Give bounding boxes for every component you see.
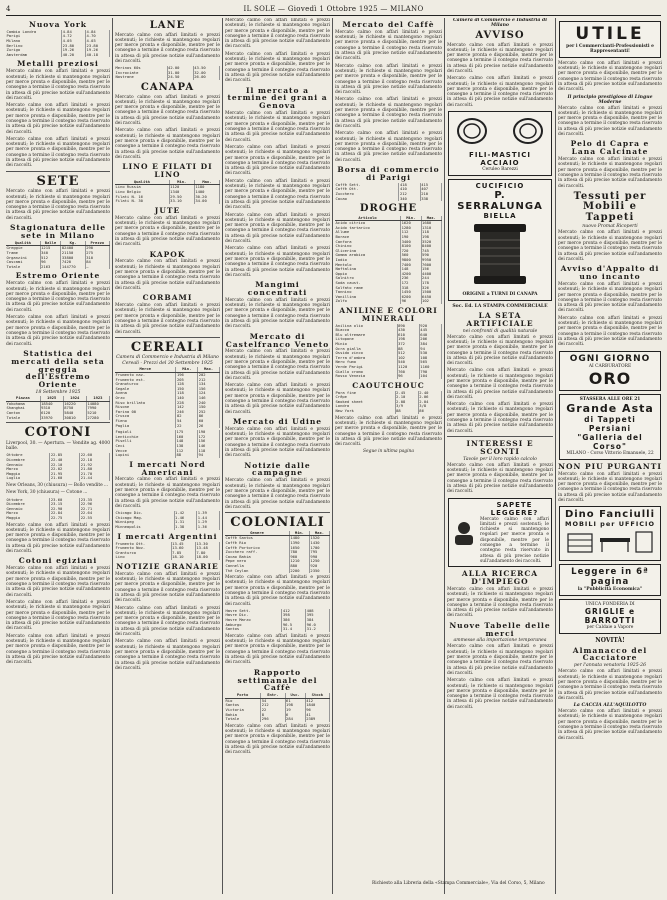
article-text: Mercato calmo con affari limitati e prezzi sostenuti; le richieste si mantengono regolari per merce pronta e disponibile, mentre per le consegne a termine il contegno resta riservato in attesa di più precise notizie sull'andamento dei raccolti. [6,566,110,598]
article-text: Mercato calmo con affari limitati e prezzi sostenuti; le richieste si mantengono regolari per merce pronta e disponibile, mentre per le consegne a termine il contegno resta riservato in attesa di più precise notizie sull'andamento dei raccolti. [558,60,662,93]
column-3 [225,18,330,894]
cereali-sub: Camera di Commercio e Industria di Milano [116,355,219,361]
data-table: Porto Entr. Usc. Stock Rio 54 61 412 Santos 212 198 1840 Victoria 22 19 96 Bahia 8 6 41 Totale 296 284 2389 [225,693,330,722]
borsa-parigi-heading: Borsa di commercio di Parigi [337,165,440,182]
fanciulli-ad [559,506,661,561]
metalli-heading: Metalli preziosi [17,59,99,69]
utile-sub: per i Commercianti-Professionisti e Rappresentanti! [566,44,654,55]
data-table: Merce Min. Max. Frumento naz. 196 202 Frumento est. 205 212 Granoturco 128 134 Segale 150 156 Avena 118 124 Orzo 140 146 Riso brillato 228 240 Risone 142 150 Farina 00 246 252 Crusca 82 86 Fieno 54 60 Paglia 22 26 [115,367,220,428]
article-text: Mercato calmo con affari limitati e prezzi sostenuti; le richieste si mantengono regolari per merce pronta e disponibile, mentre per le consegne a termine il contegno resta riservato in attesa di più precise notizie sull'andamento dei raccolti. [447,678,553,710]
almanacco-heading: Almanacco del Cacciatore [572,645,648,663]
leggere-heading: Leggere in 6ª pagina [571,567,649,588]
article-text: Mercato calmo con affari limitati e prezzi sostenuti; le richieste si mantengono regolari per merce pronta e disponibile, mentre per le consegne a termine il contegno resta riservato in attesa di più precise notizie sull'andamento dei raccolti. [558,709,662,741]
article-text: Mercato calmo con affari limitati e prezzi sostenuti; le richieste si mantengono regolari per merce pronta e disponibile, mentre per le consegne a termine il contegno resta riservato in attesa di più precise notizie sull'andamento dei raccolti. [225,212,330,245]
stampa-commerciale-heading: Soc. Ed. LA STAMPA COMMERCIALE [452,303,548,309]
article-text: Mercato calmo con affari limitati e prezzi sostenuti; le richieste si mantengono regolari per merce pronta e disponibile, mentre per le consegne a termine il contegno resta riservato in attesa di più precise notizie sull'andamento dei raccolti. [335,415,442,448]
article-text: Mercato calmo con affari limitati e prezzi sostenuti; le richieste si mantengono regolari per merce pronta e disponibile, mentre per le consegne a termine il contegno resta riservato in attesa di più precise notizie sull'andamento dei raccolti. [115,215,220,248]
data-table: Articolo Min. Max. Acido citrico 1620 1680 Acido tartarico 1280 1310 Allume 112 118 Borace 190 198 Canfora 3400 3520 Chinino 8100 8400 Glicerina 720 745 Gomma arabica 560 590 Iodio 9800 9950 Mentolo 7400 7600 Naftalina 148 156 Oppio 4200 4400 Salnitro 236 244 Soda caust. 172 178 Solfato rame 318 326 Tannino 1450 1500 Vanillina 6200 6450 Zolfo 96 102 [335,216,442,304]
reader-portrait-icon [451,519,477,545]
article-text: Mercato calmo con affari limitati e prezzi sostenuti; le richieste si mantengono regolari per merce pronta e disponibile, mentre per le consegne a termine il contegno resta riservato in attesa di più precise notizie sull'andamento dei raccolti. [6,522,110,555]
article-text: Mercato calmo con affari limitati e prezzi sostenuti; le richieste si mantengono regolari per merce pronta e disponibile, mentre per le consegne a termine il contegno resta riservato in attesa di più precise notizie sull'andamento dei raccolti. [447,334,553,367]
article-text: Mercato calmo con affari limitati e prezzi sostenuti; le richieste si mantengono regolari per merce pronta e disponibile, mentre per le consegne a termine il contegno resta riservato in attesa di più precise notizie sull'andamento dei raccolti. [558,157,662,189]
data-table: Para fine 2.45 2.40 Crêpe 2.10 2.06 Smoked sheet 2.08 2.04 Londra 3/9 3/8 New York 88 86 [335,391,442,414]
column-1 [6,18,110,894]
cotoni-egiziani-heading: Cotoni egiziani [18,556,98,566]
article-text: Mercato calmo con affari limitati e prezzi sostenuti; le richieste si mantengono regolari per merce pronta e disponibile, mentre per le consegne a termine il contegno resta riservato in attesa di più precise notizie sull'andamento dei raccolti. [447,644,553,676]
liverpool-report: Liverpool, 30. — Apertura. — Vendite ag. 4000 balle. [6,440,110,452]
cucificio-line3: BIELLA [483,212,517,221]
article-text: Mercato calmo con affari limitati e prezzi sostenuti; le richieste si mantengono regolari per merce pronta e disponibile, mentre per le consegne a termine il contegno resta riservato in attesa di più precise notizie sull'andamento dei raccolti. [480,516,549,564]
oro-heading: ORO [588,368,632,388]
column-rule [222,18,223,894]
article-text: Mercato calmo con affari limitati e prezzi sostenuti; le richieste si mantengono regolari per merce pronta e disponibile, mentre per le consegne a termine il contegno resta riservato in attesa di più precise notizie sull'andamento dei raccolti. [225,297,330,330]
article-text: Mercato calmo con affari limitati e prezzi sostenuti; le richieste si mantengono regolari per merce pronta e disponibile, mentre per le consegne a termine il contegno resta riservato in attesa di più precise notizie sull'andamento dei raccolti. [558,230,662,262]
thread-spool-icon [452,220,548,288]
ogni-giorno-ad [559,351,661,391]
masthead [6,3,661,16]
article-text: Mercato calmo con affari limitati e prezzi sostenuti; le richieste si mantengono regolari per merce pronta e disponibile, mentre per le consegne a termine il contegno resta riservato in attesa di più precise notizie sull'andamento dei raccolti. [225,426,330,459]
new-york-heading: Nuova York [29,20,87,29]
article-text: Mercato calmo con affari limitati e prezzi sostenuti; le richieste si mantengono regolari per merce pronta e disponibile, mentre per le consegne a termine il contegno resta riservato in attesa di più precise notizie sull'andamento dei raccolti. [115,303,220,335]
stagionatura-heading: Stagionatura delle sete in Milano [10,223,106,240]
article-text: Mercato calmo con affari limitati e prezzi sostenuti; le richieste si mantengono regolari per merce pronta e disponibile, mentre per le consegne a termine il contegno resta riservato in attesa di più precise notizie sull'andamento dei raccolti. [447,42,553,74]
cereali-heading: CEREALI [130,339,205,355]
asta-city: MILANO - Corso Vittorio Emanuele, 22 [566,451,654,457]
interessi-heading: INTERESSI E SCONTI [466,438,534,456]
data-table: Piazza 1925 1924 1923 Yokohama 18540 16220 14080 Shanghai 9310 8750 7990 Canton 6120 5840 5210 Totale 33970 30810 27280 [6,396,110,420]
ogni-giorno-heading: OGNI GIORNO [569,353,651,364]
almanacco-sub: per l'annata venatoria 1925-26 [573,663,647,669]
mangimi-heading: Mangimi concentrati [247,280,308,297]
corbami-heading: CORBAMI [142,293,193,303]
column-rule [555,18,556,894]
fabbrica-heading: GRIGLIE e BARROTTI [584,607,636,626]
pelo-capra-heading: Pelo di Capra e Lana Calcinate [570,139,650,157]
data-table: Qualità Balle Kg. Prezzo Greggie 1215 82400 290 Trame 340 21150 275 Organzini 512 33800 310 Cascami 96 7420 84 Totale 2163 144770 — [6,241,110,270]
data-table: Havre Sett. 412 408 Havre Dic. 398 395 Havre Marzo 386 384 Amburgo 96.5 96.0 Santos 31.4 31.2 [225,609,330,632]
article-text: Mercato calmo con affari limitati e prezzi sostenuti; le richieste si mantengono regolari per merce pronta e disponibile, mentre per le consegne a termine il contegno resta riservato in attesa di più precise notizie sull'andamento dei raccolti. [6,69,110,101]
article-text: Mercato calmo con affari limitati e prezzi sostenuti; le richieste si mantengono regolari per merce pronta e disponibile, mentre per le consegne a termine il contegno resta riservato in attesa di più precise notizie sull'andamento dei raccolti. [225,246,330,278]
article-text: Mercato calmo con affari limitati e prezzi sostenuti; le richieste si mantengono regolari per merce pronta e disponibile, mentre per le consegne a termine il contegno resta riservato in attesa di più precise notizie sull'andamento dei raccolti. [558,315,662,348]
sapete-leggere-ad [448,498,552,568]
serralunga-ad [448,179,552,300]
fabbrica-line1: UNICA FONDERIA DI [585,601,635,607]
juta-heading: JUTE [154,205,181,215]
estremo-oriente-heading: Estremo Oriente [15,271,101,281]
article-text: Mercato calmo con affari limitati e prezzi sostenuti; le richieste si mantengono regolari per merce pronta e disponibile, mentre per le consegne a termine il contegno resta riservato in attesa di più precise notizie sull'andamento dei raccolti. [115,259,220,291]
data-table: Qualità Min. Max. Lino Russia 1120 1180 Lino Belgio 1340 1400 Filati N. 16 29.50 30.20 Filati N. 30 33.10 34.00 [115,180,220,204]
statistica-date: 18 Settembre 1925 [35,390,81,396]
data-table: Caffè Sett. 418 415 Caffè Ott. 410 407 Zucchero 212 210 Cacao 340 338 [335,183,442,201]
cereali-table-title: Cereali - Prezzi del 30 Settembre 1925 [122,361,213,367]
cotoni-heading: COTONI [24,425,92,441]
cucificio-bottom: ORIGINE a TURNI DI CANAPA [462,292,538,298]
cucificio-line1: CUCIFICIO [475,182,525,191]
data-table: Fagioli 175 190 Lenticchie 160 172 Piselli 148 156 Ceci 138 146 Vecce 112 118 Lupini 88 94 [115,430,220,458]
article-text: Mercato calmo con affari limitati e prezzi sostenuti; le richieste si mantengono regolari per merce pronta e disponibile, mentre per le consegne a termine il contegno resta riservato in attesa di più precise notizie sull'andamento dei raccolti. [335,63,442,96]
article-text: Mercato calmo con affari limitati e prezzi sostenuti; le richieste si mantengono regolari per merce pronta e disponibile, mentre per le consegne a termine il contegno resta riservato in attesa di più precise notizie sull'andamento dei raccolti. [225,349,330,381]
data-table: Genere Min. Max. Caffè Santos 1480 1520 Caffè Rio 1390 1430 Caffè Portorico 1650 1700 Zucchero raff. 780 795 Cacao Bahia 960 990 Pepe nero 1210 1250 Cannella 880 920 Thè Ceylan 2200 2350 [225,531,330,573]
asta-sub: di Tappeti Persiani [584,415,636,434]
oro-sub: AI CARBURATORE [588,363,632,369]
avviso-heading: AVVISO [475,30,525,41]
sete-heading: SETE [36,173,80,189]
fanciulli-heading: Dino Fanciulli [564,509,656,521]
tessuti-heading: Tessuti per Mobili e Tappeti [573,190,647,223]
article-text: Mercato calmo con affari limitati e prezzi sostenuti; le richieste si mantengono regolari per merce pronta e disponibile, mentre per le consegne a termine il contegno resta riservato in attesa di più precise notizie sull'andamento dei raccolti. [447,368,553,400]
article-text: Mercato calmo con affari limitati e prezzi sostenuti; le richieste si mantengono regolari per merce pronta e disponibile, mentre per le consegne a termine il contegno resta riservato in attesa di più precise notizie sull'andamento dei raccolti. [335,29,442,62]
caoutchouc-heading: CAOUTCHOUC [352,380,425,390]
article-text: Mercato calmo con affari limitati e prezzi sostenuti; le richieste si mantengono regolari per merce pronta e disponibile, mentre per le consegne a termine il contegno resta riservato in attesa di più precise notizie sull'andamento dei raccolti. [225,18,330,50]
column-6 [558,18,662,894]
leggere-ad [559,564,661,595]
griglie-ad [559,599,661,634]
coloniali-heading: COLONIALI [230,515,325,531]
article-text: Mercato calmo con affari limitati e prezzi sostenuti; le richieste si mantengono regolari per merce pronta e disponibile, mentre per le consegne a termine il contegno resta riservato in attesa di più precise notizie sull'andamento dei raccolti. [225,723,330,756]
fili-mastici-ad [448,111,552,176]
data-table: Frumento Ott. 13.45 13.30 Frumento Nov. 13.60 13.48 Granturco 7.85 7.80 Lino 18.10 18.00 [115,542,220,560]
article-text: Mercato calmo con affari limitati e prezzi sostenuti; le richieste si mantengono regolari per merce pronta e disponibile, mentre per le consegne a termine il contegno resta riservato in attesa di più precise notizie sull'andamento dei raccolti. [115,605,220,638]
article-text: Mercato calmo con affari limitati e prezzi sostenuti; le richieste si mantengono regolari per merce pronta e disponibile, mentre per le consegne a termine il contegno resta riservato in attesa di più precise notizie sull'andamento dei raccolti. [6,136,110,169]
article-text: Mercato calmo con affari limitati e prezzi sostenuti; le richieste si mantengono regolari per merce pronta e disponibile, mentre per le consegne a termine il contegno resta riservato in attesa di più precise notizie sull'andamento dei raccolti. [225,633,330,666]
article-text: Mercato calmo con affari limitati e prezzi sostenuti; le richieste si mantengono regolari per merce pronta e disponibile, mentre per le consegne a termine il contegno resta riservato in attesa di più precise notizie sull'andamento dei raccolti. [6,633,110,666]
column-rule [112,18,113,894]
article-text: Mercato calmo con affari limitati e prezzi sostenuti; le richieste si mantengono regolari per merce pronta e disponibile, mentre per le consegne a termine il contegno resta riservato in attesa di più precise notizie sull'andamento dei raccolti. [447,402,553,434]
lane-heading: LANE [149,20,186,31]
article-text: Mercato calmo con affari limitati e prezzi sostenuti; le richieste si mantengono regolari per merce pronta e disponibile, mentre per le consegne a termine il contegno resta riservato in attesa di più precise notizie sull'andamento dei raccolti. [6,281,110,313]
asta-line1: STASSERA ALLE ORE 21 [579,396,641,402]
article-text: Mercato calmo con affari limitati e prezzi sostenuti; le richieste si mantengono regolari per merce pronta e disponibile, mentre per le consegne a termine il contegno resta riservato in attesa di più precise notizie sull'andamento dei raccolti. [115,128,220,160]
rapporto-caffe-heading: Rapporto settimanale del Caffè [237,667,318,693]
udine-heading: Mercato di Udine [232,416,323,426]
data-table: Ottobre 22.85 22.60 Dicembre 22.40 22.18 Gennaio 22.10 21.92 Marzo 22.02 21.80 Maggio 21.95 21.70 Luglio 21.60 21.44 [6,453,110,481]
page-footer: Richiesto alla Libreria della «Stampa Commerciale», Via del Corso, 5, Milano [372,881,545,886]
lingue-heading: Il principio prestigioso di Lingue Moderne [567,94,653,105]
notizie-granarie-heading: NOTIZIE GRANARIE [116,561,219,571]
article-text: Mercato calmo con affari limitati e prezzi sostenuti; le richieste si mantengono regolari per merce pronta e disponibile, mentre per le consegne a termine il contegno resta riservato in attesa di più precise notizie sull'andamento dei raccolti. [558,281,662,314]
interessi-sub: Tavole per il loro rapido calcolo [463,456,537,462]
kapok-heading: KAPOK [149,249,186,259]
aniline-heading: ANILINE E COLORI MINERALI [339,305,438,323]
caccia-heading: La CACCIA ALL'AQUILOTTO [573,703,647,709]
article-text: Mercato calmo con affari limitati e prezzi sostenuti; le richieste si mantengono regolari per merce pronta e disponibile, mentre per le consegne a termine il contegno resta riservato in attesa di più precise notizie sull'andamento dei raccolti. [6,189,110,221]
notizie-campagne-heading: Notizie dalle campagne [244,460,311,478]
fabbrica-sub: per Caldaie a Vapore [586,625,634,631]
article-text: Mercato calmo con affari limitati e prezzi sostenuti; le richieste si mantengono regolari per merce pronta e disponibile, mentre per le consegne a termine il contegno resta riservato in attesa di più precise notizie sull'andamento dei raccolti. [225,51,330,84]
utile-ad [559,21,661,58]
data-table: Cambio Londra 4.84 4.84 Parigi 4.72 4.70 Milano 4.05 4.03 Berlino 23.80 23.80 Zurigo 19.26 19.26 Amsterdam 40.20 40.18 [6,30,110,58]
mercato-caffe-heading: Mercato del Caffè [342,20,435,29]
continued-note: Segue in ultima pagina [363,449,414,455]
article-text: Mercato calmo con affari limitati e prezzi sostenuti; le richieste si mantengono regolari per merce pronta e disponibile, mentre per le consegne a termine il contegno resta riservato in attesa di più precise notizie sull'andamento dei raccolti. [115,571,220,604]
new-york-cotton-report: New York, 30 (chiusura) — Cotone ... [6,490,88,496]
fanciulli-sub: MOBILI per UFFICIO [564,520,655,529]
article-text: Mercato calmo con affari limitati e prezzi sostenuti; le richieste si mantengono regolari per merce pronta e disponibile, mentre per le consegne a termine il contegno resta riservato in attesa di più precise notizie sull'andamento dei raccolti. [6,599,110,632]
office-furniture-icon [564,528,656,554]
column-rule [444,18,445,894]
article-text: Mercato calmo con affari limitati e prezzi sostenuti; le richieste si mantengono regolari per merce pronta e disponibile, mentre per le consegne a termine il contegno resta riservato in attesa di più precise notizie sull'andamento dei raccolti. [115,32,220,64]
article-text: Mercato calmo con affari limitati e prezzi sostenuti; le richieste si mantengono regolari per merce pronta e disponibile, mentre per le consegne a termine il contegno resta riservato in attesa di più precise notizie sull'andamento dei raccolti. [447,586,553,619]
seta-artificiale-heading: LA SETA ARTIFICIALE [466,310,534,328]
article-text: Mercato calmo con affari limitati e prezzi sostenuti; le richieste si mantengono regolari per merce pronta e disponibile, mentre per le consegne a termine il contegno resta riservato in attesa di più precise notizie sull'andamento dei raccolti. [225,144,330,177]
fili-ad-line3: Ceruleo Barezzi [482,167,518,173]
data-table: Merinos 60s 42.00 43.50 Incrociate 31.00 32.00 Nostrane 24.50 26.00 [115,66,220,80]
utile-heading: UTILE [575,24,645,44]
data-table: Anilina olio 890 920 Biacca 430 445 Blu oltremare 610 640 Litopone 198 206 Minio 372 384 Ocra gialla 88 94 Ossido zinco 512 530 Terra d'ombra 102 108 Nero fumo 540 565 Verde Parigi 1120 1160 Giallo cromo 760 790 Rosso Venezia 96 104 [335,324,442,379]
article-text: Mercato calmo con affari limitati e prezzi sostenuti; le richieste si mantengono regolari per merce pronta e disponibile, mentre per le consegne a termine il contegno resta riservato in attesa di più precise notizie sull'andamento dei raccolti. [225,575,330,607]
article-text: Mercato calmo con affari limitati e prezzi sostenuti; le richieste si mantengono regolari per merce pronta e disponibile, mentre per le consegne a termine il contegno resta riservato in attesa di più precise notizie sull'andamento dei raccolti. [447,462,553,495]
column-rule [332,18,333,894]
article-text: Mercato calmo con affari limitati e prezzi sostenuti; le richieste si mantengono regolari per merce pronta e disponibile, mentre per le consegne a termine il contegno resta riservato in attesa di più precise notizie sull'andamento dei raccolti. [558,105,662,138]
mercato-termine-heading: Il mercato a termine dei grani a Genova [227,85,328,111]
article-text: Mercato calmo con affari limitati e prezzi sostenuti; le richieste si mantengono regolari per merce pronta e disponibile, mentre per le consegne a termine il contegno resta riservato in attesa di più precise notizie sull'andamento dei raccolti. [225,383,330,415]
article-text: Mercato calmo con affari limitati e prezzi sostenuti; le richieste si mantengono regolari per merce pronta e disponibile, mentre per le consegne a termine il contegno resta riservato in attesa di più precise notizie sull'andamento dei raccolti. [115,477,220,509]
tessuti-sub: nuovo Promat Ricoperti [582,224,638,230]
ricerca-impiego-heading: ALLA RICERCA D'IMPIEGO [461,569,539,587]
castelfranco-heading: Mercato di Castelfranco Veneto [225,331,330,349]
lino-heading: LINO E FILATI DI LINO [122,162,213,179]
article-text: Mercato calmo con affari limitati e prezzi sostenuti; le richieste si mantengono regolari per merce pronta e disponibile, mentre per le consegne a termine il contegno resta riservato in attesa di più precise notizie sull'andamento dei raccolti. [558,471,662,504]
column-5 [447,18,553,894]
article-text: Mercato calmo con affari limitati e prezzi sostenuti; le richieste si mantengono regolari per merce pronta e disponibile, mentre per le consegne a termine il contegno resta riservato in attesa di più precise notizie sull'andamento dei raccolti. [335,131,442,163]
article-text: Mercato calmo con affari limitati e prezzi sostenuti; le richieste si mantengono regolari per merce pronta e disponibile, mentre per le consegne a termine il contegno resta riservato in attesa di più precise notizie sull'andamento dei raccolti. [225,178,330,211]
canapa-heading: CANAPA [140,82,195,94]
article-text: Mercato calmo con affari limitati e prezzi sostenuti; le richieste si mantengono regolari per merce pronta e disponibile, mentre per le consegne a termine il contegno resta riservato in attesa di più precise notizie sull'andamento dei raccolti. [558,669,662,701]
droghe-heading: DROGHE [359,203,418,215]
data-table: Chicago Dic. 1.42 1.39 Chicago Mag. 1.46 1.44 Winnipeg 1.31 1.29 Minneapolis 1.38 1.36 [115,511,220,529]
article-text: Mercato calmo con affari limitati e prezzi sostenuti; le richieste si mantengono regolari per merce pronta e disponibile, mentre per le consegne a termine il contegno resta riservato in attesa di più precise notizie sull'andamento dei raccolti. [447,76,553,108]
wire-coil-icon [452,115,548,147]
fili-ad-line2: ACCIAIO [480,159,520,168]
article-text: Mercato calmo con affari limitati e prezzi sostenuti; le richieste si mantengono regolari per merce pronta e disponibile, mentre per le consegne a termine il contegno resta riservato in attesa di più precise notizie sull'andamento dei raccolti. [6,315,110,347]
sapete-heading: SAPETE LEGGERE? [490,500,539,517]
nuove-tabelle-sub: ammesse alla importazione temporanea [453,638,547,644]
leggere-sub: la "Pubblicità Economica" [577,587,643,593]
nuove-tabelle-heading: Nuove Tabelle delle merci [449,620,551,638]
mercati-argentini-heading: I mercati Argentini [117,531,218,541]
seta-artificiale-sub: nei confronti di qualità naturale [462,328,538,334]
data-table: Ottobre 23.60 23.35 Dicembre 23.15 22.96 Gennaio 22.90 22.71 Marzo 22.84 22.64 Maggio 22.75 22.55 [6,498,110,521]
mercati-nord-heading: I mercati Nord Americani [129,459,206,477]
page-number: 4 [6,5,11,13]
column-4 [335,18,442,894]
camera-heading: Camera di Commercio e Industria di Milano [453,18,547,28]
avviso-appalto-heading: Avviso d'Appalto di uno incanto [560,264,660,282]
fili-ad-line1: FILI-MASTICI [469,151,531,160]
asta-tappeti-ad [559,394,661,460]
article-text: Mercato calmo con affari limitati e prezzi sostenuti; le richieste si mantengono regolari per merce pronta e disponibile, mentre per le consegne a termine il contegno resta riservato in attesa di più precise notizie sull'andamento dei raccolti. [115,639,220,671]
article-text: Mercato calmo con affari limitati e prezzi sostenuti; le richieste si mantengono regolari per merce pronta e disponibile, mentre per le consegne a termine il contegno resta riservato in attesa di più precise notizie sull'andamento dei raccolti. [335,97,442,129]
column-2 [115,18,220,894]
asta-gallery: "Galleria del Corso" [577,433,643,452]
cucificio-line2: P. SERRALUNGA [457,190,543,213]
masthead-title: IL SOLE — Giovedì 1 Ottobre 1925 — MILANO [243,5,424,13]
purganti-heading: NON PIU PURGANTI [558,461,662,471]
article-text: Mercato calmo con affari limitati e prezzi sostenuti; le richieste si mantengono regolari per merce pronta e disponibile, mentre per le consegne a termine il contegno resta riservato in attesa di più precise notizie sull'andamento dei raccolti. [6,103,110,135]
asta-heading: Grande Asta [566,402,654,416]
article-text: Mercato calmo con affari limitati e prezzi sostenuti; le richieste si mantengono regolari per merce pronta e disponibile, mentre per le consegne a termine il contegno resta riservato in attesa di più precise notizie sull'andamento dei raccolti. [225,111,330,143]
new-orleans-report: New Orleans, 30 (chiusura) — Bollo vendite ... [6,482,109,488]
novita-label: NOVITÀ! [595,636,625,644]
article-text: Mercato calmo con affari limitati e prezzi sostenuti; le richieste si mantengono regolari per merce pronta e disponibile, mentre per le consegne a termine il contegno resta riservato in attesa di più precise notizie sull'andamento dei raccolti. [115,94,220,127]
article-text: Mercato calmo con affari limitati e prezzi sostenuti; le richieste si mantengono regolari per merce pronta e disponibile, mentre per le consegne a termine il contegno resta riservato in attesa di più precise notizie sull'andamento dei raccolti. [225,478,330,510]
statistica-heading: Statistica dei mercati della seta greggia dell'Estremo Oriente [11,348,105,390]
